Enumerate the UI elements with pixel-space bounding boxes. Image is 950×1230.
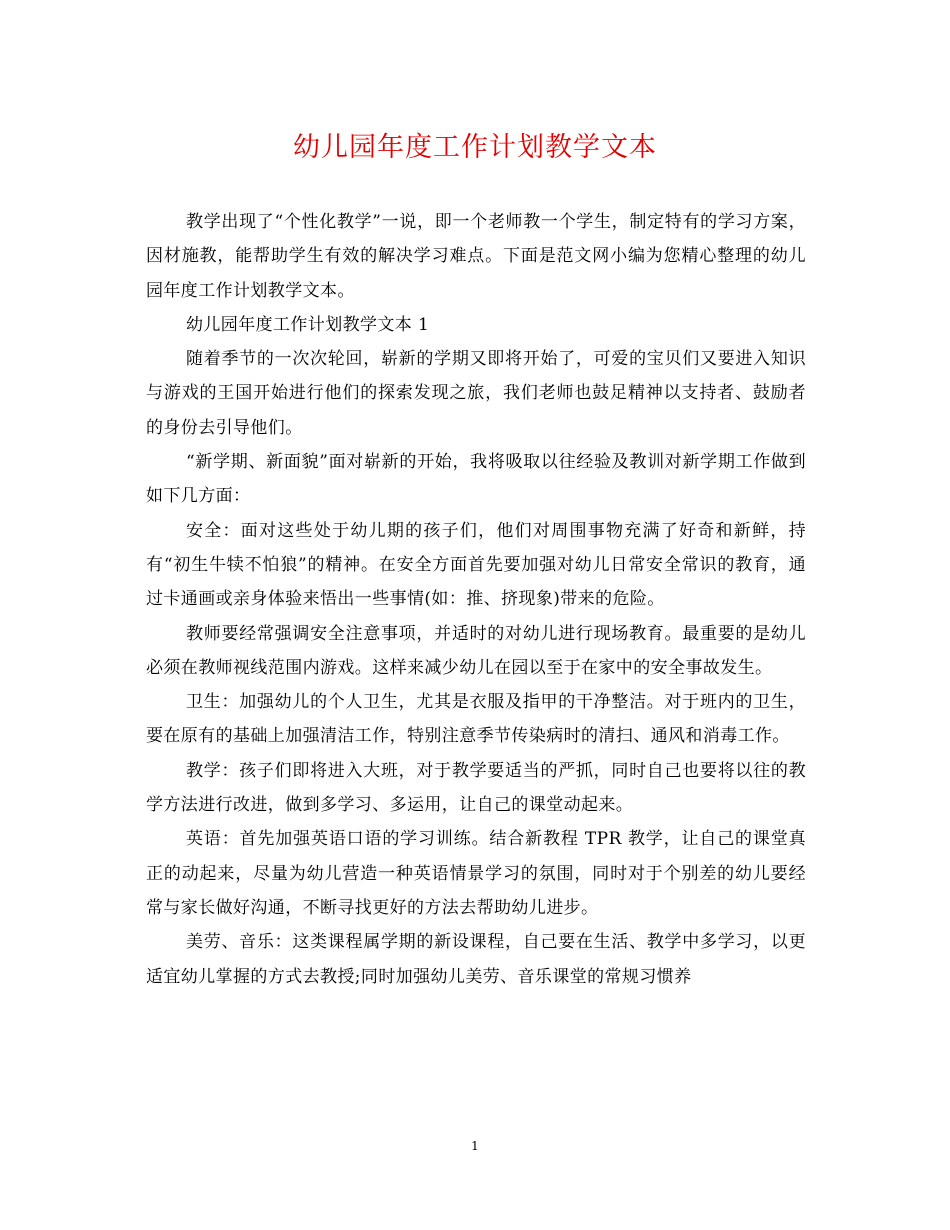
section-heading-1: 幼儿园年度工作计划教学文本 1 [186, 314, 430, 335]
paragraph-safety: 安全：面对这些处于幼儿期的孩子们，他们对周围事物充满了好奇和新鲜，持有“初生牛犊不怕狼”的精神。在安全方面首先要加强对幼儿日常安全常识的教育，通过卡通画或亲身体验来悟出一些事情(如：推、挤现象)带来的危险。 [146, 520, 806, 610]
paragraph-intro: 教学出现了“个性化教学”一说，即一个老师教一个学生，制定特有的学习方案，因材施教，能帮助学生有效的解决学习难点。下面是范文网小编为您精心整理的幼儿园年度工作计划教学文本。 [146, 212, 806, 301]
paragraph-art-music: 美劳、音乐：这类课程属学期的新设课程，自己要在生活、教学中多学习，以更适宜幼儿掌握的方式去教授;同时加强幼儿美劳、音乐课堂的常规习惯养 [146, 932, 806, 987]
paragraph-season: 随着季节的一次次轮回，崭新的学期又即将开始了，可爱的宝贝们又要进入知识与游戏的王国开始进行他们的探索发现之旅，我们老师也鼓足精神以支持者、鼓励者的身份去引导他们。 [146, 349, 806, 438]
paragraph-teacher-safety: 教师要经常强调安全注意事项，并适时的对幼儿进行现场教育。最重要的是幼儿必须在教师视线范围内游戏。这样来减少幼儿在园以至于在家中的安全事故发生。 [146, 623, 806, 678]
document-body [146, 205, 806, 994]
paragraph-teaching: 教学：孩子们即将进入大班，对于教学要适当的严抓，同时自己也要将以往的教学方法进行改进，做到多学习、多运用，让自己的课堂动起来。 [146, 760, 806, 816]
paragraph-new-term: “新学期、新面貌”面对崭新的开始，我将吸取以往经验及教训对新学期工作做到如下几方面： [146, 452, 806, 507]
page-number: 1 [471, 1139, 479, 1153]
paragraph-english: 英语：首先加强英语口语的学习训练。结合新教程 TPR 教学，让自己的课堂真正的动起来，尽量为幼儿营造一种英语情景学习的氛围，同时对于个别差的幼儿要经常与家长做好沟通，不断寻找更好的方法去帮助幼儿进步。 [146, 829, 806, 918]
document-title: 幼儿园年度工作计划教学文本 [293, 132, 657, 163]
paragraph-hygiene: 卫生：加强幼儿的个人卫生，尤其是衣服及指甲的干净整洁。对于班内的卫生，要在原有的基础上加强清洁工作，特别注意季节传染病时的清扫、通风和消毒工作。 [146, 692, 806, 747]
